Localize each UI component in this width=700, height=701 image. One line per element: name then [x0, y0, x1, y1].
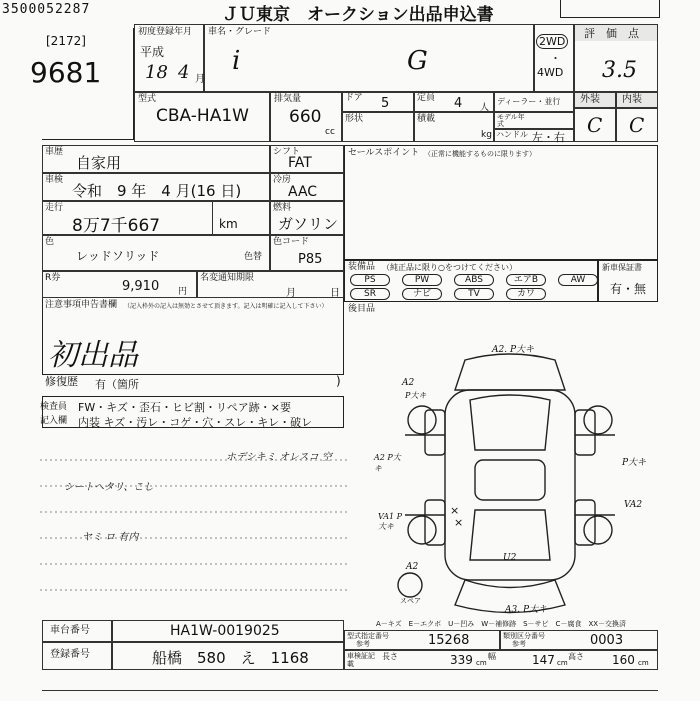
- bottom-edge: [42, 690, 658, 701]
- first-reg-label: 初度登録年月: [138, 27, 193, 37]
- color-code: P85: [298, 252, 323, 267]
- name-change-label: 名変通知期限: [200, 273, 255, 283]
- sales-point-label: セールスポイント: [348, 148, 420, 158]
- capacity-unit: 人: [480, 103, 490, 113]
- mileage-label: 走行: [45, 203, 64, 213]
- door-label: ドア: [345, 93, 363, 103]
- notes-handwritten: 初出品: [48, 338, 138, 373]
- color-change-label: 色替: [244, 252, 263, 262]
- int-label: 内装: [622, 94, 642, 105]
- model-label: 型式: [138, 94, 157, 104]
- color-value: レッドソリッド: [76, 249, 160, 263]
- inspector-label-1: 検査員: [40, 402, 68, 412]
- repair-label: 修復歴: [45, 375, 78, 388]
- inspector-label-2: 記入欄: [40, 416, 68, 426]
- name-change-month: 月: [286, 288, 296, 299]
- diagram-mark-left-1: A2: [402, 378, 415, 388]
- usage-value: 自家用: [76, 154, 122, 172]
- width-value: 147: [532, 653, 555, 667]
- mileage-value: 8万7千667: [72, 216, 161, 236]
- lot-number: 9681: [30, 56, 102, 89]
- inspector-fw: FW・キズ・歪石・ヒビ割・リペア跡・×要: [78, 401, 291, 414]
- type-designation-value: 15268: [428, 633, 470, 648]
- equipment-option[interactable]: PW: [402, 274, 442, 286]
- equipment-option[interactable]: ABS: [454, 274, 494, 286]
- shift-value: FAT: [288, 155, 312, 171]
- car-name-label: 車名・グレード: [208, 27, 272, 37]
- equipment-option[interactable]: ナビ: [402, 288, 442, 300]
- ext-label: 外装: [580, 94, 600, 105]
- repair-bracket: ): [336, 374, 341, 388]
- diagram-x-2: ×: [454, 516, 464, 529]
- diagram-mark-left-4: VA1 P大キ: [378, 512, 403, 531]
- repair-value: 有（箇所: [95, 378, 139, 391]
- diagram-mark-left-5: A2: [406, 562, 419, 572]
- color-code-label: 色コード: [273, 237, 310, 247]
- inspector-interior: 内装 キズ・汚レ・コゲ・穴・スレ・キレ・破レ: [78, 416, 313, 429]
- first-reg-era: 平成: [140, 45, 165, 59]
- equipment-row-2: [350, 288, 590, 300]
- displacement-value: 660: [289, 107, 322, 127]
- diagram-mark-top: A2. P大キ: [492, 345, 535, 355]
- rating-score: 3.5: [602, 58, 637, 83]
- first-reg-year: 18: [145, 62, 168, 83]
- rear-seat-label: 後目品: [348, 304, 376, 314]
- capacity-label: 定員: [417, 93, 436, 103]
- dimensions-label: 車検証記載: [347, 652, 375, 668]
- displacement-label: 排気量: [274, 94, 302, 104]
- shift-label: シフト: [273, 147, 301, 157]
- model-value: CBA-HA1W: [156, 106, 249, 126]
- name-change-day: 日: [330, 288, 340, 299]
- height-value: 160: [612, 653, 635, 667]
- handle-value: 左・右: [532, 131, 565, 144]
- diagram-mark-bottom-2: A3. P大キ: [505, 605, 548, 615]
- plate-label: 登録番号: [50, 649, 90, 660]
- chassis-label: 車台番号: [50, 625, 90, 636]
- type-designation-sub: 参考: [356, 640, 370, 648]
- diagram-x-1: ×: [450, 504, 460, 517]
- notes-note: （記入枠外の記入は無効とさせて頂きます。記入は明確に記入して下さい）: [124, 303, 328, 310]
- length-label: 長さ: [382, 652, 398, 661]
- equipment-option[interactable]: エアB: [506, 274, 546, 286]
- shape-label: 形状: [345, 114, 364, 124]
- inspection-value: 令和 9 年 4 月(16 日): [72, 182, 242, 200]
- plate-value: 船橋 580 え 1168: [152, 649, 309, 667]
- car-name: i: [232, 46, 241, 76]
- handnote-1: シートヘタリ、こし: [64, 482, 154, 493]
- bracket-number: [2172]: [46, 34, 86, 48]
- length-value: 339: [450, 653, 473, 667]
- first-reg-month: 4: [178, 62, 190, 83]
- displacement-unit: cc: [325, 127, 335, 137]
- equipment-option[interactable]: カワ: [506, 288, 546, 300]
- diagram-mark-left-2: P大キ: [405, 391, 427, 400]
- fuel-value: ガソリン: [278, 215, 339, 233]
- drive-2wd: 2WD: [536, 34, 568, 49]
- notes-label: 注意事項申告書欄: [45, 300, 118, 310]
- class-number-label: 類別区分番号: [503, 632, 545, 640]
- recycle-label: R券: [45, 273, 61, 283]
- drive-dot: ・: [550, 52, 561, 65]
- inspection-label: 車検: [45, 175, 64, 185]
- note-lines: [40, 436, 350, 616]
- length-unit: cm: [476, 659, 487, 667]
- height-label: 高さ: [568, 652, 584, 661]
- warranty-label: 新車保証書: [602, 263, 642, 272]
- diagram-mark-right-2: VA2: [624, 500, 643, 510]
- sales-point-box: [344, 145, 658, 260]
- int-value: C: [629, 113, 645, 137]
- warranty-value: 有・無: [610, 282, 647, 296]
- width-label: 幅: [488, 652, 496, 661]
- dealer-label: ディーラー・並行: [497, 97, 561, 106]
- handnote-2: ヤミ ロ 有内: [82, 532, 139, 543]
- equipment-option[interactable]: PS: [350, 274, 390, 286]
- drive-4wd: 4WD: [537, 66, 564, 79]
- class-number-sub: 参考: [512, 640, 526, 648]
- ac-value: AAC: [288, 184, 318, 200]
- load-label: 積載: [417, 114, 436, 124]
- ext-value: C: [587, 113, 603, 137]
- color-label: 色: [45, 237, 55, 247]
- barcode-number: 3500052287: [2, 2, 91, 17]
- handle-label: ハンドル: [496, 130, 528, 139]
- width-unit: cm: [557, 659, 568, 667]
- diagram-mark-bottom-1: U2: [503, 553, 517, 563]
- diagram-spare-label: スペア: [400, 597, 421, 605]
- diagram-mark-left-3: A2 P大キ: [374, 453, 401, 473]
- recycle-value: 9,910: [122, 279, 160, 294]
- legend: A－キズ E－エクボ U－凹み W－補修跡 S－サビ C－腐食 XX－交換済: [376, 620, 627, 628]
- model-year-label: モデル年式: [497, 113, 525, 128]
- car-grade: G: [407, 46, 428, 76]
- first-reg-month-unit: 月: [195, 74, 205, 85]
- top-right-box: [560, 0, 660, 18]
- equipment-label: 装備品: [348, 262, 376, 272]
- sales-point-note: （正常に機能するものに限ります）: [424, 150, 536, 158]
- recycle-unit: 円: [178, 287, 188, 297]
- recycle-row: [42, 271, 197, 298]
- handnote-3: ホデシキミ オレスコ 空: [226, 452, 332, 463]
- usage-label: 車歴: [45, 147, 64, 157]
- equipment-option[interactable]: TV: [454, 288, 494, 300]
- type-designation-label: 型式指定番号: [347, 632, 389, 640]
- class-number-value: 0003: [590, 633, 624, 648]
- chassis-value: HA1W-0019025: [170, 623, 280, 639]
- diagram-mark-right-1: P大キ: [622, 458, 647, 468]
- capacity-value: 4: [454, 96, 463, 111]
- mileage-unit: km: [219, 217, 238, 231]
- load-unit: kg: [481, 130, 492, 140]
- fuel-label: 燃料: [273, 203, 292, 213]
- form-title: ＪＵ東京 オークション出品申込書: [222, 5, 494, 25]
- height-unit: cm: [638, 659, 649, 667]
- door-value: 5: [381, 96, 390, 111]
- equipment-row-1: [350, 274, 590, 286]
- equipment-note: （純正品に限り○をつけてください）: [382, 263, 517, 272]
- rating-label: 評 価 点: [584, 27, 639, 40]
- equipment-option[interactable]: AW: [558, 274, 598, 286]
- ac-label: 冷房: [273, 175, 292, 185]
- equipment-option[interactable]: SR: [350, 288, 390, 300]
